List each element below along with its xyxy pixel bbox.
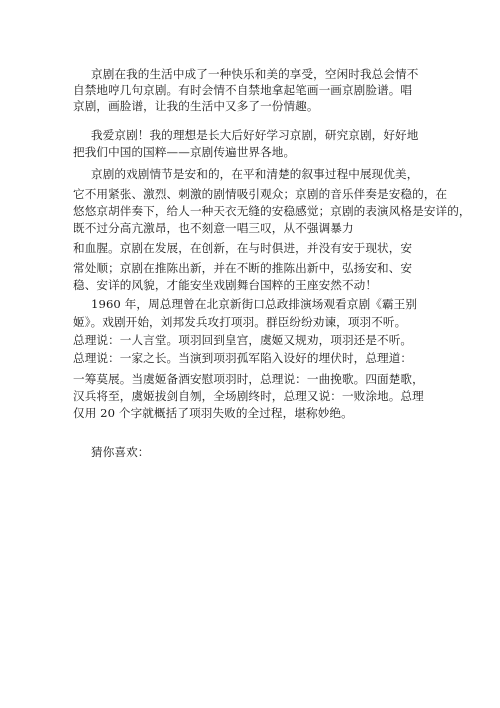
text-line: 悠悠京胡伴奏下，给人一种天衣无缝的安稳感觉；京剧的表演风格是安详的， [73,204,471,218]
text-line: 姬》。戏剧开始，刘邦发兵攻打项羽。群臣纷纷劝谏，项羽不听。 [73,315,407,329]
text-line: 自禁地哼几句京剧。有时会情不自禁地拿起笔画一画京剧脸谱。唱 [73,83,413,97]
text-line: 它不用紧张、激烈、刺激的剧情吸引观众；京剧的音乐伴奏是安稳的，在 [73,187,448,201]
text-line: 仅用 20 个字就概括了项羽失败的全过程，堪称妙绝。 [73,406,353,420]
text-line: 京剧，画脸谱，让我的生活中又多了一份情趣。 [73,99,319,113]
text-line: 一筹莫展。当虞姬备酒安慰项羽时，总理说：一曲挽歌。四面楚歌， [73,372,424,386]
text-line: 常处顺；京剧在推陈出新，并在不断的推陈出新中，弘扬安和、安 [73,261,413,275]
text-line: 和血腥。京剧在发展，在创新，在与时俱进，并没有安于现状，安 [73,241,413,255]
text-line: 既不过分高亢激昂，也不刻意一唱三叹，从不强调暴力 [73,221,354,235]
text-line: 京剧在我的生活中成了一种快乐和美的享受，空闲时我总会情不 [91,67,419,81]
text-line: 京剧的戏剧情节是安和的，在平和清楚的叙事过程中展现优美， [91,167,419,181]
text-line: 猜你喜欢： [91,445,150,459]
text-line: 汉兵将至，虞姬拔剑自刎，全场剧终时，总理又说：一败涂地。总理 [73,389,424,403]
text-line: 我爱京剧！我的理想是长大后好好学习京剧，研究京剧，好好地 [91,128,419,142]
text-line: 把我们中国的国粹——京剧传遍世界各地。 [73,145,296,159]
text-line: 1960 年，周总理曾在北京新街口总政排演场观看京剧《霸王别 [91,297,418,311]
text-line: 总理说：一家之长。当演到项羽孤军陷入设好的埋伏时，总理道： [73,351,413,365]
text-line: 总理说：一人言堂。项羽回到皇宫，虞姬又规劝，项羽还是不听。 [73,333,413,347]
text-line: 稳、安详的风貌，才能安坐戏剧舞台国粹的王座安然不动！ [73,278,378,292]
